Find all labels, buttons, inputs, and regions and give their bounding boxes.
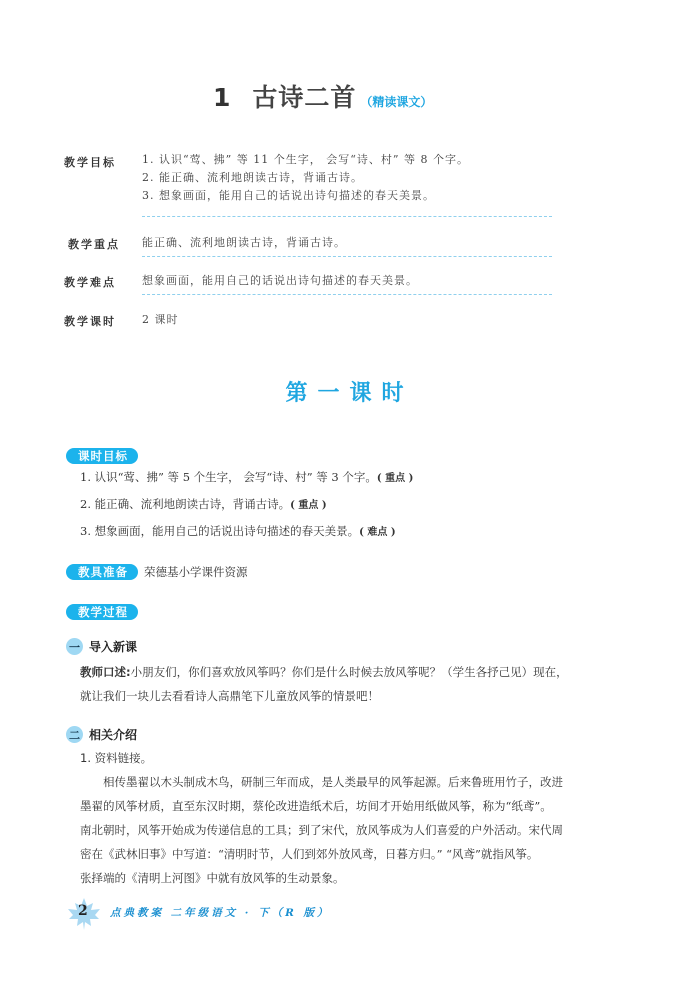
objectives-label: 教学目标: [64, 156, 116, 169]
divider: [142, 216, 552, 217]
lesson-title: 古诗二首: [252, 83, 357, 112]
goal-item: 3. 想象画面，能用自己的话说出诗句描述的春天美景。( 难点 ): [80, 524, 396, 538]
divider: [142, 256, 552, 257]
section-body: [80, 660, 660, 708]
section-number-badge: 二: [66, 726, 83, 743]
goal-tag: ( 重点 ): [290, 500, 327, 511]
footer-book-title: 点典教案 二年级语文 · 下（R 版）: [110, 907, 331, 919]
period-title: 第一课时: [285, 381, 414, 406]
paragraph-line: 密在《武林旧事》中写道：“清明时节，人们到郊外放风鸢，日暮方归。” “风鸢”就指风筝。: [80, 847, 539, 861]
process-pill: [66, 601, 138, 620]
objective-item: 2. 能正确、流利地朗读古诗，背诵古诗。: [142, 171, 363, 184]
section-body: [80, 770, 660, 890]
goal-tag: ( 重点 ): [376, 473, 414, 484]
speech-lead: 教师口述:: [80, 665, 131, 679]
lesson-header: [213, 78, 432, 114]
objectives-list: [142, 151, 469, 205]
page-number: 2: [78, 903, 88, 919]
section-heading: [66, 638, 137, 655]
difficulties-label: 教学难点: [64, 276, 116, 289]
section-number-badge: 一: [66, 638, 83, 655]
paragraph-line: 墨翟的风筝材质，直至东汉时期，蔡伦改进造纸术后，坊间才开始用纸做风筝，称为“纸鸢”。: [80, 799, 552, 813]
subsection-title: 1. 资料链接。: [80, 751, 153, 765]
goal-item: 2. 能正确、流利地朗读古诗，背诵古诗。( 重点 ): [80, 497, 327, 511]
divider: [142, 294, 552, 295]
paragraph-line: 南北朝时，风筝开始成为传递信息的工具；到了宋代，放风筝成为人们喜爱的户外活动。宋代周: [80, 823, 563, 837]
objective-item: 1. 认识“莺、拂” 等 11 个生字， 会写“诗、村” 等 8 个字。: [142, 153, 469, 166]
paragraph-line: 教师口述:小朋友们，你们喜欢放风筝吗？你们是什么时候去放风筝呢？（学生各抒己见）现在，: [80, 665, 568, 679]
page-number-badge: [66, 897, 102, 931]
process-pill-label: 教学过程: [66, 604, 138, 620]
section-title: 相关介绍: [89, 728, 138, 742]
section-heading: [66, 726, 137, 743]
periods-text: 2 课时: [142, 313, 179, 326]
lesson-number: 1: [213, 83, 231, 112]
section-title: 导入新课: [89, 640, 138, 654]
goals-pill-label: 课时目标: [66, 448, 138, 464]
materials-pill-label: 教具准备: [66, 564, 138, 580]
difficulties-text: 想象画面，能用自己的话说出诗句描述的春天美景。: [142, 274, 418, 287]
materials-text: 荣德基小学课件资源: [144, 565, 248, 579]
paragraph-line: 相传墨翟以木头制成木鸟，研制三年而成，是人类最早的风筝起源。后来鲁班用竹子，改进: [103, 775, 563, 789]
paragraph-line: 就让我们一块儿去看看诗人高鼎笔下儿童放风筝的情景吧！: [80, 689, 379, 703]
materials-row: [66, 563, 248, 581]
paragraph-line: 张择端的《清明上河图》中就有放风筝的生动景象。: [80, 871, 345, 885]
goal-tag: ( 难点 ): [359, 527, 396, 538]
goals-list: [80, 468, 413, 542]
goals-pill: [66, 445, 138, 464]
key-points-label: 教学重点: [68, 238, 120, 251]
goal-item: 1. 认识“莺、拂” 等 5 个生字， 会写“诗、村” 等 3 个字。( 重点 ): [80, 470, 414, 484]
lesson-type-tag: （精读课文）: [360, 95, 433, 109]
objective-item: 3. 想象画面，能用自己的话说出诗句描述的春天美景。: [142, 189, 435, 202]
key-points-text: 能正确、流利地朗读古诗，背诵古诗。: [142, 236, 346, 249]
periods-label: 教学课时: [64, 315, 116, 328]
